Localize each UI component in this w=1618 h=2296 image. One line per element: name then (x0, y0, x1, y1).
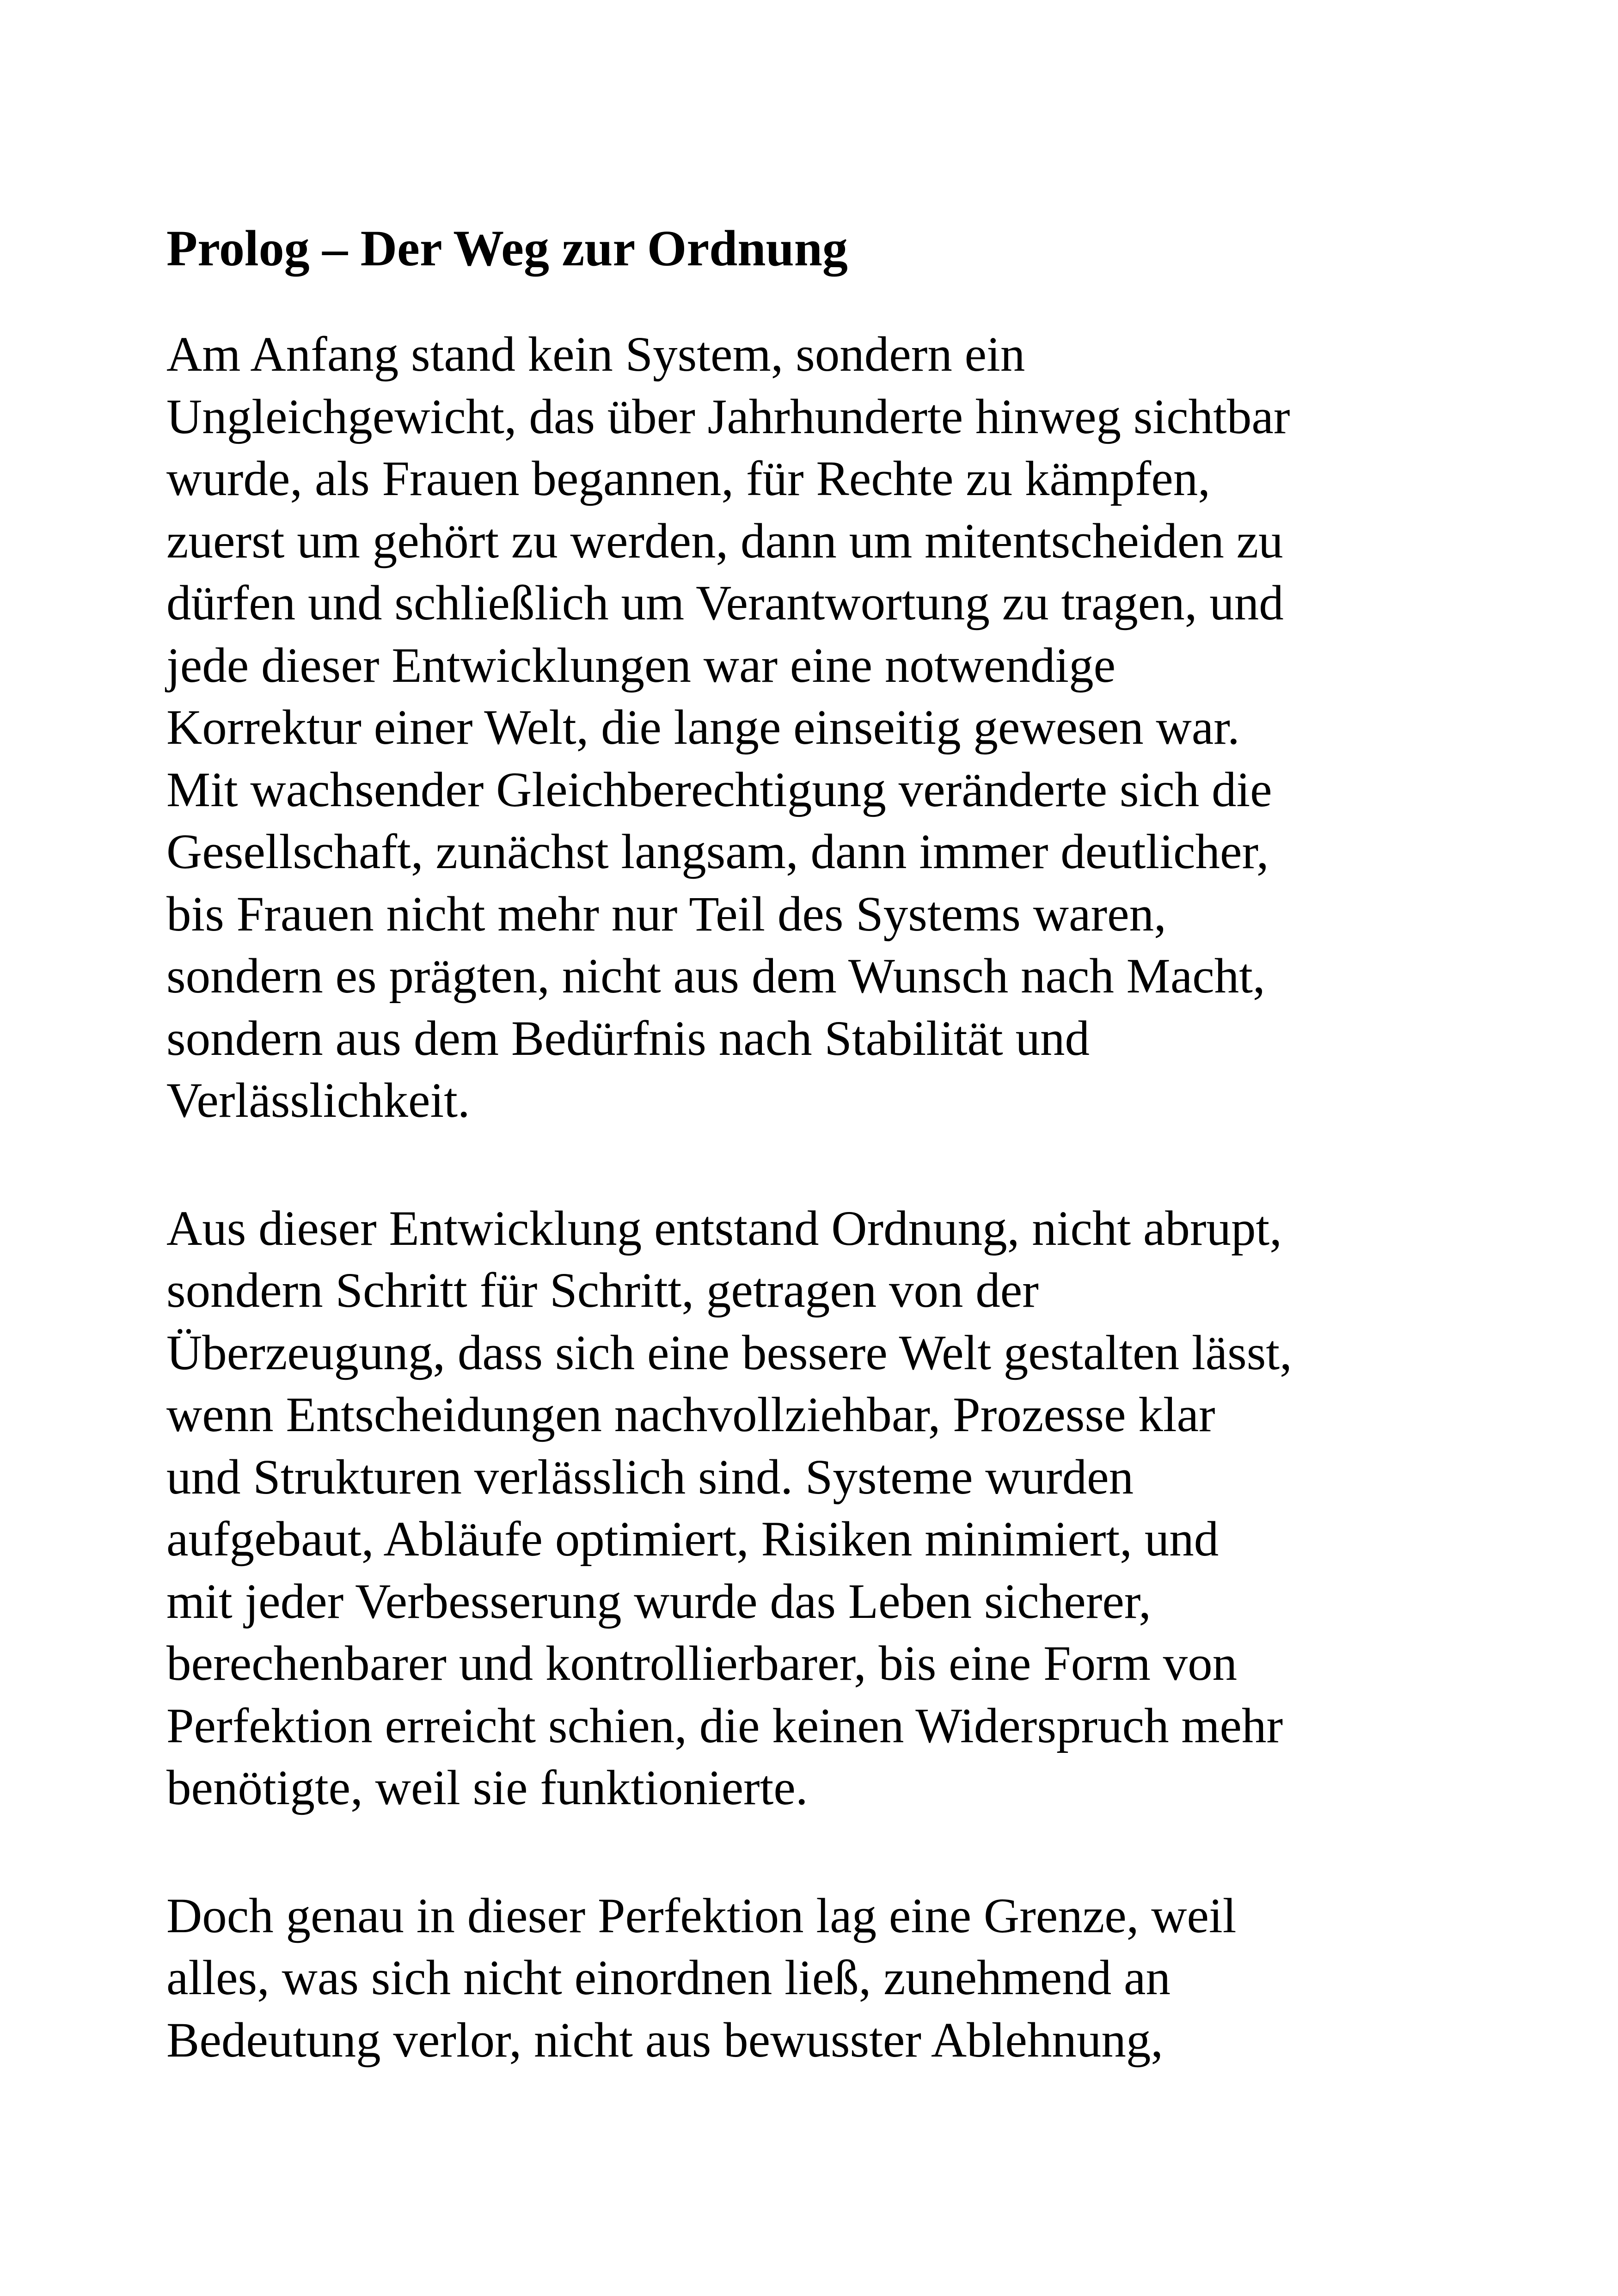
text-line: alles, was sich nicht einordnen ließ, zunehmend an (166, 1951, 1171, 2005)
text-line: wenn Entscheidungen nachvollziehbar, Prozesse klar (166, 1388, 1215, 1442)
text-line: Perfektion erreicht schien, die keinen Widerspruch mehr (166, 1698, 1283, 1753)
text-line: und Strukturen verlässlich sind. Systeme wurden (166, 1450, 1134, 1505)
text-line: berechenbarer und kontrollierbarer, bis eine Form von (166, 1636, 1238, 1691)
text-line: Überzeugung, dass sich eine bessere Welt gestalten lässt, (166, 1325, 1292, 1380)
document-content (166, 217, 1452, 2137)
text-line: Verlässlichkeit. (166, 1073, 470, 1128)
text-line: benötigte, weil sie funktionierte. (166, 1761, 808, 1815)
text-line: zuerst um gehört zu werden, dann um mitentscheiden zu (166, 514, 1283, 569)
text-line: bis Frauen nicht mehr nur Teil des Systems waren, (166, 887, 1166, 942)
text-line: Mit wachsender Gleichberechtigung veränderte sich die (166, 762, 1272, 817)
paragraph-1 (166, 324, 1452, 1132)
text-line: jede dieser Entwicklungen war eine notwendige (166, 638, 1116, 693)
text-line: mit jeder Verbesserung wurde das Leben sicherer, (166, 1574, 1151, 1629)
paragraph-3 (166, 1885, 1452, 2072)
text-line: Gesellschaft, zunächst langsam, dann immer deutlicher, (166, 825, 1269, 879)
text-line: sondern es prägten, nicht aus dem Wunsch nach Macht, (166, 949, 1265, 1004)
text-line: sondern Schritt für Schritt, getragen von der (166, 1263, 1039, 1318)
paragraph-2 (166, 1198, 1452, 1819)
text-line: dürfen und schließlich um Verantwortung zu tragen, und (166, 576, 1284, 631)
text-line: Doch genau in dieser Perfektion lag eine Grenze, weil (166, 1888, 1237, 1943)
text-line: aufgebaut, Abläufe optimiert, Risiken minimiert, und (166, 1512, 1219, 1567)
document-title: Prolog – Der Weg zur Ordnung (166, 220, 848, 276)
text-line: Am Anfang stand kein System, sondern ein (166, 327, 1025, 382)
text-line: sondern aus dem Bedürfnis nach Stabilität und (166, 1011, 1090, 1066)
text-line: Bedeutung verlor, nicht aus bewusster Ablehnung, (166, 2013, 1164, 2068)
text-line: Ungleichgewicht, das über Jahrhunderte hinweg sichtbar (166, 389, 1290, 444)
text-line: wurde, als Frauen begannen, für Rechte zu kämpfen, (166, 452, 1211, 506)
text-line: Aus dieser Entwicklung entstand Ordnung, nicht abrupt, (166, 1201, 1282, 1256)
text-line: Korrektur einer Welt, die lange einseitig gewesen war. (166, 700, 1240, 755)
